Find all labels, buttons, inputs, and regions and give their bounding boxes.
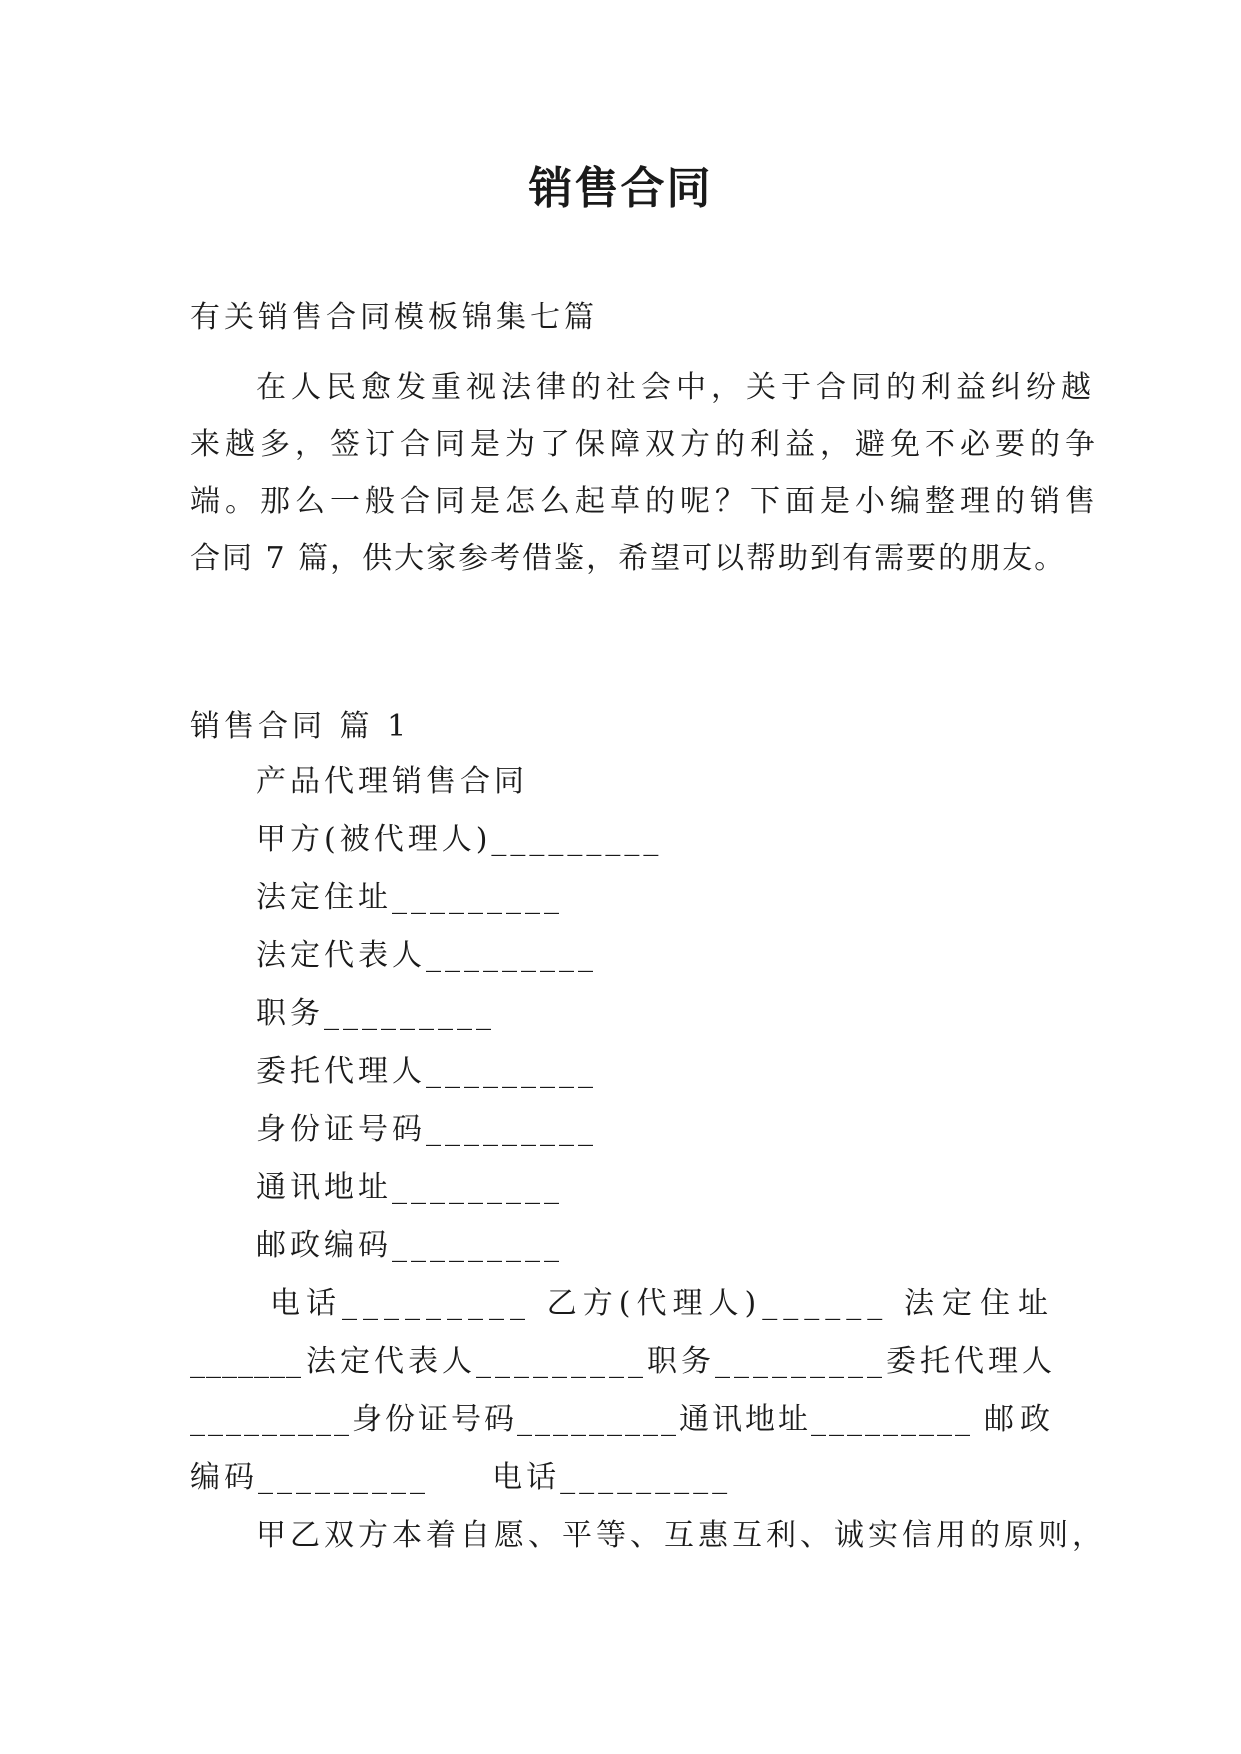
- party-b-phone-a: 电话_________: [270, 1286, 531, 1321]
- intro-line-4: 合同 7 篇，供大家参考借鉴，希望可以帮助到有需要的朋友。: [190, 541, 1067, 576]
- party-b-id-address: _________身份证号码_________通讯地址_________: [190, 1402, 973, 1437]
- party-b-legal-address-label: 法定住址: [903, 1286, 1056, 1321]
- party-b-postal-label: 邮政: [984, 1402, 1056, 1437]
- document-subtitle: 有关销售合同模板锦集七篇: [190, 300, 598, 335]
- field-party-a: 甲方(被代理人)_________: [256, 822, 663, 857]
- field-legal-address: 法定住址_________: [256, 880, 563, 915]
- document-title: 销售合同: [528, 163, 713, 214]
- party-b-postal-code: 编码_________: [190, 1460, 429, 1495]
- party-b-rep-position-agent: 法定代表人_________职务_________委托代理人: [306, 1344, 1056, 1379]
- party-b-phone: 电话_________: [492, 1460, 732, 1495]
- closing-line: 甲乙双方本着自愿、平等、互惠互利、诚实信用的原则，: [256, 1518, 1106, 1553]
- intro-line-1: 在人民愈发重视法律的社会中，关于合同的利益纠纷越: [256, 370, 1096, 405]
- intro-line-3: 端。那么一般合同是怎么起草的呢？下面是小编整理的销售: [190, 484, 1100, 519]
- party-b-address-blank: _______: [190, 1344, 302, 1379]
- contract-title: 产品代理销售合同: [256, 764, 528, 799]
- field-postal-code: 邮政编码_________: [256, 1228, 563, 1263]
- field-entrusted-agent: 委托代理人_________: [256, 1054, 597, 1089]
- party-b-line-2: [190, 1342, 1056, 1382]
- party-b-line-1: [270, 1284, 1056, 1324]
- field-position: 职务_________: [256, 996, 495, 1031]
- intro-line-2: 来越多，签订合同是为了保障双方的利益，避免不必要的争: [190, 427, 1100, 462]
- party-b-line-3: [190, 1400, 1056, 1440]
- party-b-label: 乙方(代理人)______: [546, 1286, 889, 1321]
- field-id-number: 身份证号码_________: [256, 1112, 597, 1147]
- section-heading: 销售合同 篇 1: [190, 709, 411, 744]
- field-mailing-address: 通讯地址_________: [256, 1170, 563, 1205]
- party-b-line-4: [190, 1458, 731, 1498]
- field-legal-representative: 法定代表人_________: [256, 938, 597, 973]
